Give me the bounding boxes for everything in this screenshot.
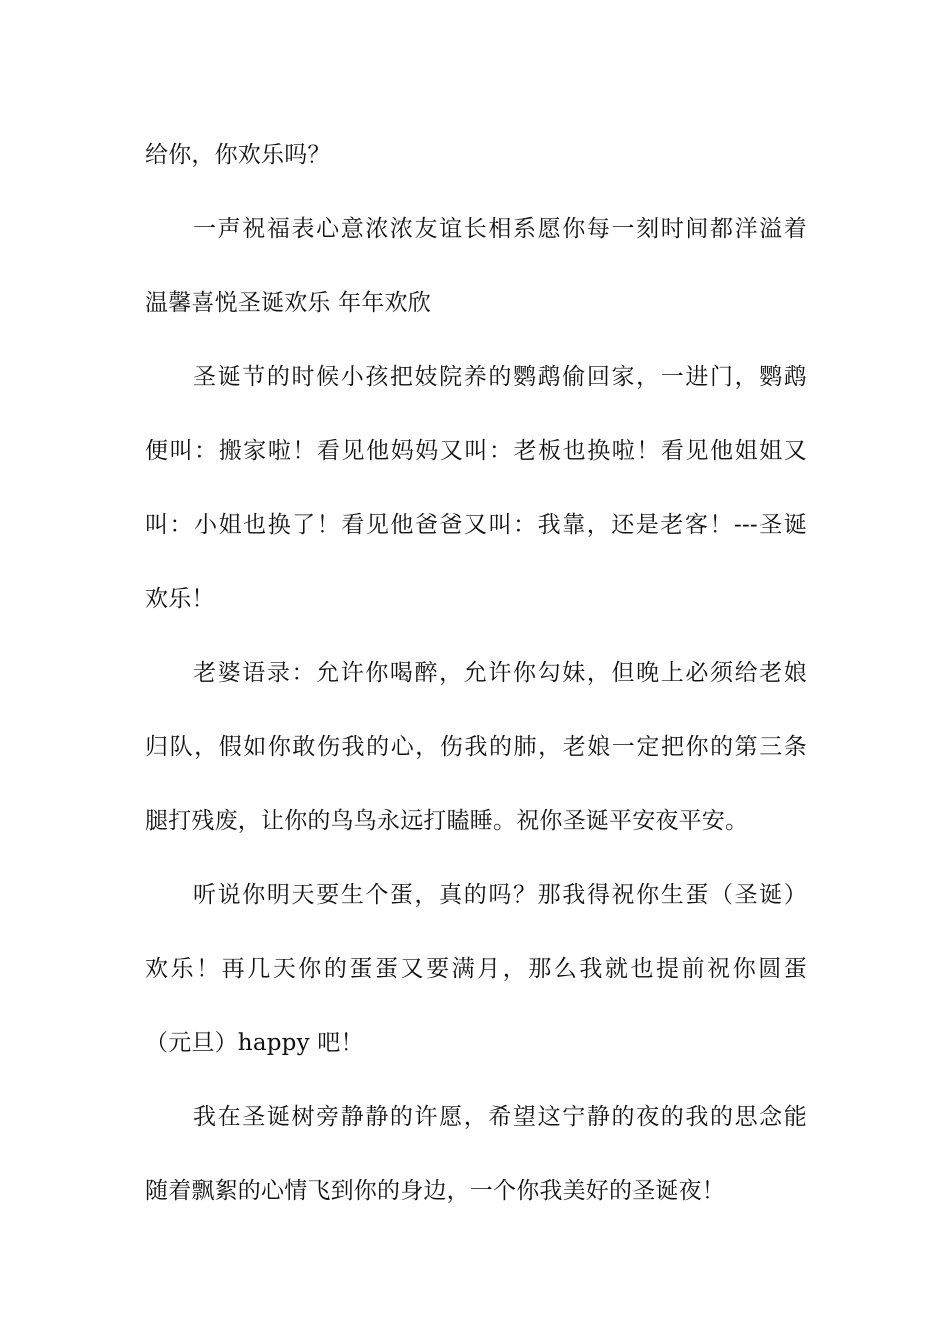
text-line: 一声祝福表心意浓浓友谊长相系愿你每一刻时间都洋溢着 [193, 216, 807, 242]
text-line: 便叫：搬家啦！看见他妈妈又叫：老板也换啦！看见他姐姐又 [145, 438, 807, 464]
text-line: 圣诞节的时候小孩把妓院养的鹦鹉偷回家，一进门，鹦鹉 [193, 364, 807, 390]
document-body [145, 118, 807, 1228]
text-line: 随着飘絮的心情飞到你的身边，一个你我美好的圣诞夜！ [145, 1178, 725, 1204]
text-line: 听说你明天要生个蛋，真的吗？那我得祝你生蛋（圣诞） [193, 882, 807, 908]
text-line: 欢乐！再几天你的蛋蛋又要满月，那么我就也提前祝你圆蛋 [145, 956, 807, 982]
text-line: 老婆语录：允许你喝醉，允许你勾妹，但晚上必须给老娘 [193, 660, 807, 686]
text-line: 欢乐！ [145, 586, 215, 612]
text-line: 叫：小姐也换了！看见他爸爸又叫：我靠，还是老客！---圣诞 [145, 512, 807, 538]
text-line: （元旦）happy 吧！ [145, 1030, 364, 1056]
text-line: 温馨喜悦圣诞欢乐 年年欢欣 [145, 290, 431, 316]
text-line: 归队，假如你敢伤我的心，伤我的肺，老娘一定把你的第三条 [145, 734, 807, 760]
text-line: 给你，你欢乐吗？ [145, 142, 331, 168]
text-line: 我在圣诞树旁静静的许愿，希望这宁静的夜的我的思念能 [193, 1104, 807, 1130]
text-line: 腿打残废，让你的鸟鸟永远打瞌睡。祝你圣诞平安夜平安。 [145, 808, 749, 834]
